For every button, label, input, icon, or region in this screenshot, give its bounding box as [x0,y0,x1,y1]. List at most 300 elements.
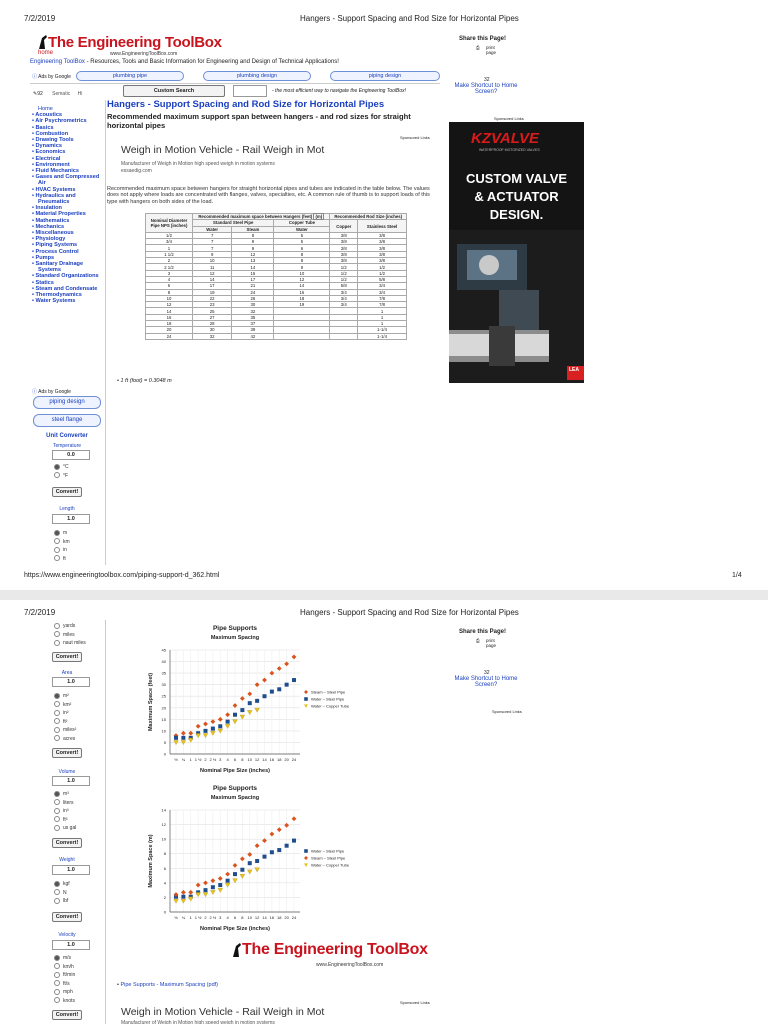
area-label: Area [61,670,73,676]
printer-icon: ⎙ [476,638,480,643]
table-cell: 3/8 [358,232,407,238]
th-water: Water [193,226,232,232]
sidebar-item[interactable]: • Piping Systems [32,242,78,249]
data-point [277,848,281,852]
table-cell: 7/8 [358,302,407,308]
chart-background [130,620,420,780]
th-size: Nominal Diameter Pipe NPS (inches) [146,214,193,233]
table-cell: 3/8 [330,239,358,245]
x-tick-label: 1 [189,757,192,762]
table-cell: 5/8 [358,276,407,282]
unit-radio-lbf[interactable]: lbf [54,897,70,906]
table-cell: 3/4 [330,295,358,301]
y-tick-label: 25 [161,693,166,699]
ads-by-google: ⓘ Ads by Google [32,74,71,80]
x-tick-label: ½ [174,757,178,762]
volume-label: Volume [58,769,76,775]
printer-icon: ⎙ [476,45,480,50]
data-point [292,678,296,682]
table-cell: 14 [274,283,330,289]
table-cell: 9 [193,251,232,257]
table-cell: 4 [146,276,193,282]
data-point [204,729,208,733]
sponsored-label-3: Sponsored Links [492,709,522,714]
table-cell: 18 [274,295,330,301]
y-axis-label: Maximum Space (m) [148,834,154,888]
data-point [263,694,267,698]
table-cell: 3/8 [330,258,358,264]
unit-radio-knots[interactable]: knots [54,997,75,1006]
table-cell: 17 [232,276,274,282]
table-cell: 7 [193,239,232,245]
table-cell: 30 [193,327,232,333]
x-tick-label: 4 [226,757,229,762]
data-point [270,850,274,854]
unit-radio-ft[interactable]: ft [54,555,70,564]
data-point [226,879,230,883]
hanger-table [145,213,407,340]
table-cell: 8 [232,232,274,238]
velocity-label: Velocity [58,932,76,938]
sidebar-item[interactable]: • Sanitary Drainage Systems [32,261,84,274]
x-tick-label: 16 [269,915,275,920]
th-space: Recommended maximum space between Hangers (feet) (m) [193,214,330,220]
table-cell: 16 [146,314,193,320]
ad-headline: CUSTOM VALVE & ACTUATOR DESIGN. [465,171,568,222]
y-tick-label: 14 [161,807,166,813]
sidebar-item[interactable]: • Combustion [32,130,69,137]
sidebar-item[interactable]: • Water Systems [32,298,76,305]
table-cell: 1/2 [146,232,193,238]
unit-radio-n[interactable]: N [54,889,70,898]
chart-meters [130,780,420,938]
legend-marker [304,849,308,853]
unit-radio-ft3[interactable]: ft³ [54,816,76,825]
unit-radio-liters[interactable]: liters [54,799,76,808]
table-cell: 12 [146,302,193,308]
table-cell: 14 [193,276,232,282]
bottom-logo-sub: www.EngineeringToolBox.com [316,962,384,968]
table-cell: 21 [232,283,274,289]
table-cell: 3/8 [330,251,358,257]
unit-radio-mph[interactable]: mph [54,988,75,997]
sidebar-item[interactable]: • Standard Organizations [32,273,99,280]
table-cell: 14 [232,264,274,270]
table-cell: 3/8 [358,239,407,245]
sidebar-item[interactable]: • Insulation [32,205,62,212]
table-cell: 3/4 [330,302,358,308]
table-cell: 3/4 [358,283,407,289]
chart-subtitle: Maximum Spacing [210,795,260,801]
table-cell: 2 [146,258,193,264]
table-cell: 24 [146,333,193,339]
table-cell: 19 [274,302,330,308]
y-tick-label: 0 [163,751,166,757]
table-cell: 6 [274,245,330,251]
table-cell: 1/2 [330,264,358,270]
data-point [226,720,230,724]
unit-radio-f[interactable]: °F [54,472,69,481]
text-ad-desc: Manufacturer of Weigh in Motion high speed weigh in motion systems [121,161,275,167]
table-cell: 3/4 [358,289,407,295]
table-cell: 5 [274,232,330,238]
table-cell: 13 [232,258,274,264]
unit-toggle[interactable]: (m) [315,214,323,220]
pencil-icon: ✎ [33,91,38,97]
volume-input[interactable]: 1.0 [52,776,90,786]
table-cell: 2 1/2 [146,264,193,270]
y-tick-label: 45 [161,647,166,653]
shortcut-link[interactable]: Make Shortcut to Home Screen? [454,83,518,95]
velocity-input[interactable]: 1.0 [52,940,90,950]
legend-label: Water – Copper Tube [311,862,350,868]
data-point [270,690,274,694]
table-cell: 1/2 [330,270,358,276]
y-tick-label: 12 [161,822,166,828]
y-tick-label: 20 [161,705,166,711]
sidebar-home[interactable]: Home [38,106,53,112]
data-point [233,713,237,717]
table-cell: 10 [146,295,193,301]
print-title-2: Hangers - Support Spacing and Rod Size for Horizontal Pipes [300,608,519,617]
sidebar-item[interactable]: • Material Properties [32,211,86,218]
sponsored-label-right: Sponsored Links [494,116,524,121]
x-tick-label: 12 [254,757,260,762]
weight-input[interactable]: 1.0 [52,865,90,875]
data-point [211,885,215,889]
ad-tag: WATERPROOF MOTORIZED VALVES [479,148,540,152]
x-axis-label: Nominal Pipe Size (inches) [200,768,270,774]
unit-radio-kmh[interactable]: km/h [54,963,75,972]
legend-label: Water – Steel Pipe [311,848,345,854]
table-cell: 24 [232,289,274,295]
print-page-1: 7/2/2019 Hangers - Support Spacing and Rod Size for Horizontal Pipes The Engineering ToolBox home www.EngineeringToolBox.com Engineering ToolBox - Resources, Tools and Basic Information for Engineering and Design of Technical Applications! Share this Page! ⎙ print page 32 Make Shortcut to Home Screen? ⓘ Ads by Google plumbing pipe plumbing design piping design ✎92 Sematic Hi Custom Search - the most efficient way to navigate the Engineering ToolBox! Home • Acoustics • Air Psychrometrics • Basics • Combustion • Drawing Tools • Dynamics • Economics • Electrical • Environment • Fluid Mechanics • Gases and Compressed Air • HVAC Systems • Hydraulics and Pneumatics • Insulation • Material Properties • Mathematics • Mechanics • Miscellaneous • Physiology • Piping Systems • Process Control • Pumps • Sanitary Drainage Systems • Standard Organizations • Statics • Steam and Condensate • Thermodynamics • Water Systems ⓘ Ads by Google piping design steel flange Unit Converter Temperature 0.0 °C °F Convert! Length 1.0 m km in ft Hangers - Support Spacing and Rod Size for Horizontal Pipes Recommended maximum support span between hangers - and rod sizes for straight horizontal pipes Sponsored Links Weigh in Motion Vehicle - Rail Weigh in Mot Manufacturer of Weigh in Motion high speed weigh in motion systems essaedig.com Recommended maximum space between hangers for straight horizontal pipes and tubes are indicated in the table below. The values does not apply where loads are concentrated with flanges, valves, specialties, etc. A common rule of thumb is to support loads of this type with hangers on both sides of the load. Nominal Diameter Pipe NPS (inches) Recommended maximum space between Hangers (feet) (m) Recommended Rod Size (inches) Standard Steel Pipe Copper Tube Copper Stainless Steel Water Steam Water 1/2 7 8 5 3/8 3/8 3/4 7 9 5 3/8 3/8 1 7 9 6 3/8 3/8 1 1/2 9 12 8 3/8 3/8 2 10 13 8 3/8 3/8 2 1/2 11 14 9 1/2 1/2 3 12 15 10 1/2 1/2 4 14 17 12 1/2 5/8 6 17 21 14 5/8 3/4 8 19 24 16 3/4 3/4 10 22 26 18 3/4 7/8 12 23 30 19 3/4 7/8 14 25 32 1 16 27 35 1 18 28 37 1 20 30 39 1-1/4 24 32 42 1-1/4 • 1 ft (foot) = 0.3048 m Sponsored Links KZVALVE WATERPROOF MOTORIZED VALVES CUSTOM VALVE & ACTUATOR DESIGN. LEA https://www.engineeringtoolbox.com/piping-support-d_362.html 1/4 [0,0,768,590]
length-input[interactable]: 1.0 [52,514,90,524]
convert-button-area[interactable]: Convert! [52,748,82,758]
y-tick-label: 4 [163,880,166,886]
unit-radio-acres[interactable]: acres [54,735,76,744]
table-cell: 1 [146,245,193,251]
unit-radio-naut-miles[interactable]: naut miles [54,639,86,648]
y-tick-label: 6 [163,865,166,871]
info-icon: ⓘ [32,389,39,395]
ad-pill-3[interactable]: piping design [330,71,440,81]
sidebar-item[interactable]: • Steam and Condensate [32,285,98,292]
data-point [204,888,208,892]
th-steel: Standard Steel Pipe [193,220,274,226]
table-cell: 23 [193,302,232,308]
unit-radio-in3[interactable]: in³ [54,807,76,816]
unit-radio-ms[interactable]: m/s [54,954,75,963]
chart-feet [130,620,420,780]
table-cell: 6 [146,283,193,289]
table-cell: 15 [232,270,274,276]
sidebar-item[interactable]: • Air Psychrometrics [32,118,87,125]
social-buttons[interactable]: ✎92 Sematic Hi [33,91,83,97]
sidebar-item[interactable]: • HVAC Systems [32,186,76,193]
x-tick-label: 6 [233,915,237,920]
hi-label: Hi [77,91,83,97]
table-cell: 27 [193,314,232,320]
share-count-2: 32 [484,670,490,676]
x-axis-label: Nominal Pipe Size (inches) [200,926,270,932]
text-ad-desc-2: Manufacturer of Weigh in Motion high speed weigh in motion systems [121,1020,275,1024]
data-point [240,868,244,872]
table-cell: 1 1/2 [146,251,193,257]
table-cell: 37 [232,321,274,327]
custom-search-button[interactable]: Custom Search [123,85,225,97]
area-input[interactable]: 1.0 [52,677,90,687]
pdf-item: • Pipe Supports - Maximum Spacing (pdf) [117,982,218,988]
y-tick-label: 5 [163,739,166,745]
x-tick-label: 18 [277,915,282,920]
unit-radio-miles2[interactable]: miles² [54,726,76,735]
side-pill-2[interactable]: steel flange [33,414,101,427]
legend-label: Water – Steel Pipe [311,696,345,702]
data-point [292,839,296,843]
share-title: Share this Page! [459,36,507,42]
y-tick-label: 40 [161,659,166,665]
table-cell: 17 [193,283,232,289]
data-point [218,883,222,887]
sidebar-item[interactable]: • Statics [32,279,54,286]
table-cell: 42 [232,333,274,339]
sidebar-item[interactable]: • Miscellaneous [32,230,74,237]
table-cell: 1 [358,308,407,314]
x-tick-label: 1 ½ [194,757,202,762]
convert-button-temp[interactable]: Convert! [52,487,82,497]
text-ad-title-2[interactable]: Weigh in Motion Vehicle - Rail Weigh in Mot [121,1006,325,1018]
sidebar-item[interactable]: • Mechanics [32,223,65,230]
data-point [248,861,252,865]
shortcut-link-2[interactable]: Make Shortcut to Home Screen? [454,676,518,688]
data-point [174,736,178,740]
table-cell: 14 [146,308,193,314]
unit-radio-fts[interactable]: ft/s [54,980,75,989]
unit-radio-m[interactable]: m [54,529,70,538]
table-cell: 7 [193,232,232,238]
unit-radio-in[interactable]: in [54,546,70,555]
table-cell: 3/4 [146,239,193,245]
table-cell: 10 [274,270,330,276]
ad-brand: KZVALVE [471,130,540,147]
sidebar-item[interactable]: • Dynamics [32,143,62,150]
ad-pill-1[interactable]: plumbing pipe [76,71,184,81]
x-tick-label: 20 [284,915,289,920]
sidebar-item[interactable]: • Electrical [32,155,61,162]
table-cell: 25 [193,308,232,314]
table-cell: 28 [193,321,232,327]
sematic-label: Sematic [52,91,71,97]
x-tick-label: 2 [204,915,207,920]
x-tick-label: 10 [247,757,252,762]
tagline-link[interactable]: Engineering ToolBox [30,59,85,65]
data-point [218,724,222,728]
sidebar-item[interactable]: • Basics [32,124,54,131]
data-point [233,872,237,876]
table-cell: 18 [146,321,193,327]
x-tick-label: 14 [262,915,267,920]
sidebar-item[interactable]: • Hydraulics and Pneumatics [32,192,76,206]
table-cell: 8 [146,289,193,295]
print-date-2: 7/2/2019 [24,608,56,617]
intro-text: Recommended maximum space between hangers for straight horizontal pipes and tubes are indicated in the table below. The values does not apply where loads are concentrated with flanges, valves, specialties, etc. A common rule of thumb is to support loads of this type with hangers on both sides of the load. [107,186,430,205]
print-page-number: 1/4 [732,572,742,579]
x-tick-label: 16 [269,757,275,762]
table-cell: 8 [274,251,330,257]
sidebar-item[interactable]: • Physiology [32,236,66,243]
table-cell: 3/8 [330,245,358,251]
side-pill-1[interactable]: piping design [33,396,101,409]
sponsored-label-2: Sponsored Links [400,1000,430,1005]
x-tick-label: 3 [219,757,222,762]
tagline-text: - Resources, Tools and Basic Information for Engineering and Design of Technical Applications! [84,59,339,65]
data-point [255,699,259,703]
chart-title: Pipe Supports [212,625,258,632]
unit-radio-kgf[interactable]: kgf [54,880,70,889]
x-tick-label: 10 [247,915,252,920]
table-cell: 9 [232,239,274,245]
article-title: Hangers - Support Spacing and Rod Size for Horizontal Pipes [107,99,385,110]
sidebar-item[interactable]: • Mathematics [32,217,70,224]
table-cell: 32 [193,333,232,339]
table-cell: 32 [232,308,274,314]
table-cell: 3/8 [358,251,407,257]
data-point [211,727,215,731]
sidebar-item[interactable]: • Thermodynamics [32,292,82,299]
unit-radio-usgal[interactable]: us gal [54,824,76,833]
data-point [285,683,289,687]
home-link[interactable]: home [38,50,54,56]
data-point [285,844,289,848]
unit-radio-ftmin[interactable]: ft/min [54,971,75,980]
logo-text: The Engineering ToolBox [48,34,222,51]
unit-radio-m2[interactable]: m² [54,692,76,701]
th-cu: Copper [330,220,358,233]
ad-pill-2[interactable]: plumbing design [203,71,311,81]
y-tick-label: 2 [163,894,166,900]
table-cell: 35 [232,314,274,320]
length-label: Length [59,506,75,512]
logo-sub: www.EngineeringToolBox.com [110,51,178,57]
ad-cta[interactable]: LEA [569,367,579,373]
data-point [181,895,185,899]
sidebar-item[interactable]: • Process Control [32,248,79,255]
sidebar-item[interactable]: • Economics [32,149,66,156]
convert-button-length[interactable]: Convert! [52,652,82,662]
data-point [255,859,259,863]
table-cell [330,333,358,339]
table-cell: 5/8 [330,283,358,289]
x-tick-label: 1 ½ [194,915,202,920]
info-icon: ⓘ [32,74,39,80]
y-tick-label: 8 [163,851,166,857]
table-cell: 1-1/4 [358,327,407,333]
table-cell: 3/4 [330,289,358,295]
text-ad-title[interactable]: Weigh in Motion Vehicle - Rail Weigh in Mot [121,144,325,156]
share-count: 32 [484,77,490,83]
sidebar-item[interactable]: • Fluid Mechanics [32,168,80,175]
th-water-cu: Water [274,226,330,232]
convert-button-volume[interactable]: Convert! [52,838,82,848]
x-tick-label: 1 [189,915,192,920]
unit-radio-m3[interactable]: m³ [54,790,76,799]
unit-radio-c[interactable]: °C [54,463,69,472]
x-tick-label: 24 [291,915,297,920]
sidebar-item[interactable]: • Environment [32,161,70,168]
temperature-label: Temperature [52,443,82,449]
y-tick-label: 35 [161,670,166,676]
convert-button-velocity[interactable]: Convert! [52,1010,82,1020]
bottom-logo: The Engineering ToolBox [242,941,428,958]
table-cell: 16 [274,289,330,295]
table-cell: 3 [146,270,193,276]
table-cell: 22 [193,295,232,301]
article-subtitle: Recommended maximum support span between hangers - and rod sizes for straight horizontal pipes [107,112,411,130]
table-cell: 26 [232,295,274,301]
table-cell: 1/2 [358,264,407,270]
table-cell: 1/2 [358,270,407,276]
unit-radio-yards[interactable]: yards [54,622,86,631]
table-cell [274,333,330,339]
y-axis-label: Maximum Space (feet) [148,672,154,732]
table-cell: 30 [232,302,274,308]
th-steam: Steam [232,226,274,232]
unit-radio-in2[interactable]: in² [54,709,76,718]
sidebar-item[interactable]: • Acoustics [32,112,63,119]
table-cell: 7 [193,245,232,251]
convert-button-weight[interactable]: Convert! [52,912,82,922]
y-tick-label: 10 [161,728,166,734]
x-tick-label: 2 [204,757,207,762]
search-input[interactable] [233,85,267,97]
x-tick-label: 2 ½ [209,757,217,762]
banner-ad[interactable] [449,122,584,383]
table-cell: 9 [274,264,330,270]
note-item: • 1 ft (foot) = 0.3048 m [117,378,172,384]
data-point [277,687,281,691]
x-tick-label: 8 [241,757,244,762]
weight-label: Weight [59,857,75,863]
text-ad-url[interactable]: essaedig.com [121,168,152,174]
data-point [248,701,252,705]
unit-radio-miles[interactable]: miles [54,631,86,640]
table-cell: 20 [146,327,193,333]
unit-radio-ft2[interactable]: ft² [54,718,76,727]
converter-title: Unit Converter [46,433,88,439]
sidebar-item[interactable]: • Pumps [32,254,55,261]
data-point [263,855,267,859]
pdf-link[interactable]: Pipe Supports - Maximum Spacing (pdf) [120,982,218,988]
unit-radio-km2[interactable]: km² [54,701,76,710]
sidebar-item[interactable]: • Gases and Compressed Air [32,174,100,187]
table-cell: 1 [358,314,407,320]
table-cell: 1/2 [330,276,358,282]
temperature-input[interactable]: 0.0 [52,450,90,460]
legend-label: Steam – Steel Pipe [311,689,346,695]
table-cell: 3/8 [358,245,407,251]
sidebar-item[interactable]: • Drawing Tools [32,137,74,144]
th-rod: Recommended Rod Size (inches) [330,214,407,220]
unit-radio-km[interactable]: km [54,538,70,547]
share-title-2: Share this Page! [459,629,507,635]
print-title: Hangers - Support Spacing and Rod Size for Horizontal Pipes [300,14,519,23]
table-cell: 12 [193,270,232,276]
table-cell: 19 [193,289,232,295]
table-cell: 10 [193,258,232,264]
th-copper: Copper Tube [274,220,330,226]
data-point [181,736,185,740]
